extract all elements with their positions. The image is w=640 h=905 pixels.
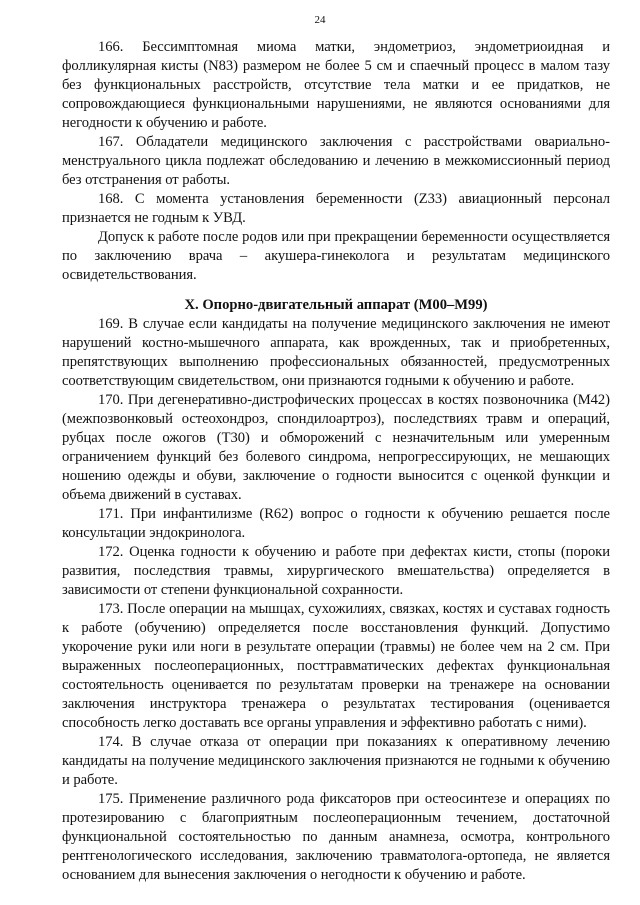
paragraph-168: 168. С момента установления беременности (Z33) авиационный персонал признается не годным к УВД. <box>62 191 610 226</box>
paragraph-175: 175. Применение различного рода фиксаторов при остеосинтезе и операциях по протезированию с благоприятным послеоперационным течением, достаточной функциональной состоятельностью по данным анамнеза, осмотра, контрольного рентгенологического исследования, заключению травматолога-ортопеда, не является основанием для вынесения заключения о негодности к обучению и работе. <box>62 791 610 883</box>
paragraph-173: 173. После операции на мышцах, сухожилиях, связках, костях и суставах годность к работе (обучению) определяется после восстановления функций. Допустимо укорочение руки или ноги в результате операции (травмы) не более чем на 2 см. При выраженных послеоперационных, посттравматических дефектах функциональная состоятельность оценивается по результатам проверки на тренажере на основании заключения инструктора тренажера о результатах тестирования (оценивается способность легко доставать все органы управления и эффективно работать с ними). <box>62 601 610 731</box>
page-number: 24 <box>314 14 326 26</box>
paragraph-171: 171. При инфантилизме (R62) вопрос о годности к обучению решается после консультации эндокринолога. <box>62 506 610 541</box>
paragraph-168-continuation: Допуск к работе после родов или при прекращении беременности осуществляется по заключению врача – акушера-гинеколога и результатам медицинского освидетельствования. <box>62 229 610 283</box>
page-body <box>62 38 610 885</box>
paragraph-166: 166. Бессимптомная миома матки, эндометриоз, эндометриоидная и фолликулярная кисты (N83) размером не более 5 см и спаечный процесс в малом тазу без функциональных расстройств, отсутствие тела матки и ее придатков, не сопровождающиеся функциональными нарушениями, не являются основаниями для негодности к обучению и работе. <box>62 39 610 131</box>
paragraph-172: 172. Оценка годности к обучению и работе при дефектах кисти, стопы (пороки развития, последствия травмы, хирургического вмешательства) определяется в зависимости от степени функциональной сохранности. <box>62 544 610 598</box>
paragraph-167: 167. Обладатели медицинского заключения с расстройствами овариально-менструального цикла подлежат обследованию и лечению в межкомиссионный период без отстранения от работы. <box>62 134 610 188</box>
paragraph-169: 169. В случае если кандидаты на получение медицинского заключения не имеют нарушений костно-мышечного аппарата, как врожденных, так и приобретенных, препятствующих выполнению профессиональных обязанностей, предусмотренных соответствующим свидетельством, они признаются годными к обучению и работе. <box>62 316 610 389</box>
paragraph-170: 170. При дегенеративно-дистрофических процессах в костях позвоночника (M42) (межпозвонковый остеохондроз, спондилоартроз), последствиях травм и операций, рубцах после ожогов (T30) и обморожений с незначительным или умеренным ограничением функций без болевого синдрома, непрогрессирующих, не мешающих ношению одежды и обуви, заключение о годности выносится с оценкой функции и объема движений в суставах. <box>62 392 610 503</box>
section-spacer <box>62 285 610 296</box>
paragraph-174: 174. В случае отказа от операции при показаниях к оперативному лечению кандидаты на получение медицинского заключения признаются не годными к обучению и работе. <box>62 734 610 788</box>
section-heading: X. Опорно-двигательный аппарат (M00–M99) <box>184 297 488 313</box>
